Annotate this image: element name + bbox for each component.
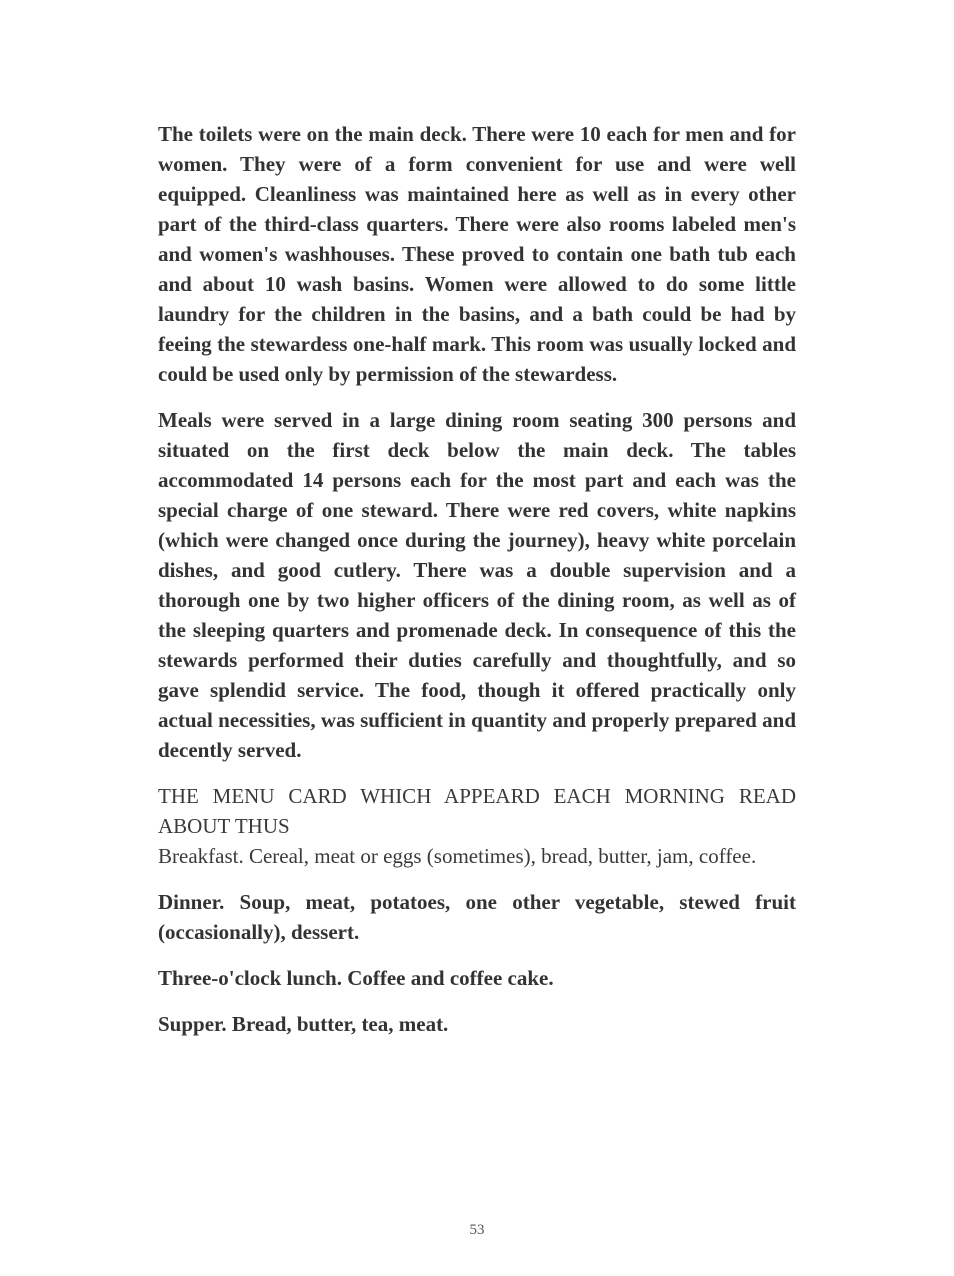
menu-dinner: Dinner. Soup, meat, potatoes, one other vegetable, stewed fruit (occasionally), dessert. [158,890,796,944]
menu-heading: THE MENU CARD WHICH APPEARD EACH MORNING READ ABOUT THUS [158,784,796,838]
paragraph-meals: Meals were served in a large dining room seating 300 persons and situated on the first deck below the main deck. The tables accommodated 14 persons each for the most part and each was the special charge of one steward. There were red covers, white napkins (which were changed once during the journey), heavy white porcelain dishes, and good cutlery. There was a double supervision and a thorough one by two higher officers of the dining room, as well as of the sleeping quarters and promenade deck. In consequence of this the stewards performed their duties carefully and thoughtfully, and so gave splendid service. The food, though it offered practically only actual necessities, was sufficient in quantity and properly prepared and decently served. [158,408,796,762]
page-number: 53 [469,1222,485,1238]
menu-breakfast: Breakfast. Cereal, meat or eggs (sometimes), bread, butter, jam, coffee. [158,844,757,868]
menu-lunch: Three-o'clock lunch. Coffee and coffee cake. [158,966,554,990]
paragraph-toilets: The toilets were on the main deck. There were 10 each for men and for women. They were of a form convenient for use and were well equipped. Cleanliness was maintained here as well as in every other part of the third-class quarters. There were also rooms labeled men's and women's washhouses. These proved to contain one bath tub each and about 10 wash basins. Women were allowed to do some little laundry for the children in the basins, and a bath could be had by feeing the stewardess one-half mark. This room was usually locked and could be used only by permission of the stewardess. [158,122,796,386]
menu-supper: Supper. Bread, butter, tea, meat. [158,1012,449,1036]
page-body [158,119,796,1039]
